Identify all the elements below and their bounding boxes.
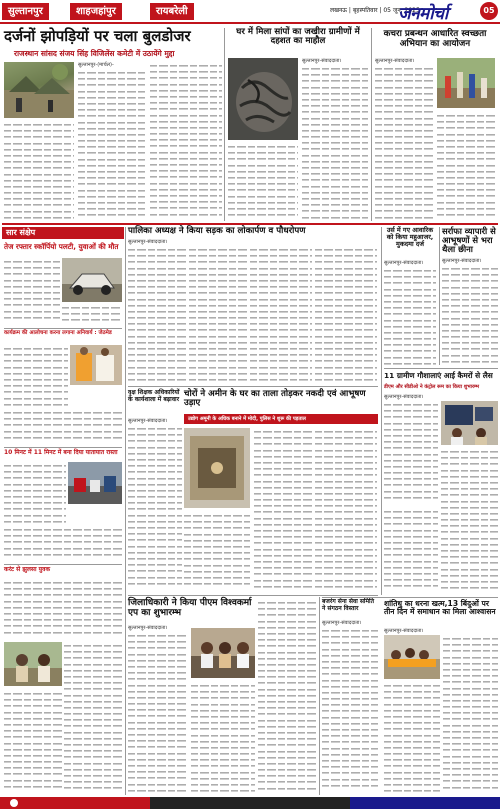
traffic-photo	[68, 462, 122, 504]
palika-body-col4	[315, 246, 377, 384]
cctv-dateline: सुल्तानपुर-संवाददाता।	[384, 394, 424, 400]
city-tab-raebareli[interactable]: रायबरेली	[150, 3, 194, 20]
waste-headline: कचरा प्रबन्धन आधारित स्वच्छता अभियान का आयोजन	[383, 29, 487, 49]
footer-strip	[0, 797, 500, 809]
briefs-scooty-headline: तेज रफ्तार स्कॉर्पियो पलटी, युवाओं की मौत	[4, 242, 119, 251]
snake-dateline: सुल्तानपुर-संवाददाता।	[302, 58, 342, 64]
theft-body-col1	[254, 428, 312, 592]
briefs-extra-body	[64, 642, 122, 792]
app-headline: जिलाधिकारी ने किया पीएम विश्वकर्मा एप का शुभारम्भ	[128, 598, 252, 618]
waste-photo	[437, 58, 495, 108]
cctv-body-col1	[384, 401, 438, 505]
waste-body-col1	[375, 65, 433, 221]
lead-body-col0	[4, 121, 74, 221]
dharna-photo	[384, 635, 440, 679]
brief-divider	[4, 447, 122, 448]
waste-dateline: सुल्तानपुर-संवाददाता।	[375, 58, 415, 64]
snake-body-col1	[228, 143, 298, 221]
training-headline: उर्स में गए आवारिक को किया महुआजर, मुकदमा दर्ज	[386, 226, 434, 249]
section-divider	[2, 223, 498, 225]
theft-subhead: उद्योग अमूनी के अधिक बनाने में मोदी, पुलिस ने शुरू की पड़ताल	[184, 414, 378, 424]
theft-headline: चोरों ने अमीन के घर का ताला तोड़कर नकदी एवं आभूषण उड़ाए	[184, 389, 366, 409]
story-divider	[128, 595, 378, 596]
rescue-body	[322, 627, 378, 794]
dharna-dateline: सुल्तानपुर-संवाददाता।	[384, 628, 424, 634]
column-rule	[125, 227, 126, 795]
city-tab-shahjahanpur[interactable]: शाहजहांपुर	[70, 3, 122, 20]
snake-headline: घर में मिला सांपों का जखीरा ग्रामीणों में दहशत का माहौल	[236, 27, 360, 47]
story-divider	[322, 597, 498, 598]
page-number: 05	[480, 2, 498, 20]
briefs-traffic-body	[4, 462, 66, 524]
jeweler-body	[442, 265, 498, 365]
rescue-dateline: सुल्तानपुर-संवाददाता।	[322, 620, 362, 626]
column-rule	[439, 227, 440, 365]
training-dateline: सुल्तानपुर-संवाददाता।	[384, 260, 424, 266]
briefs-flag-body2	[4, 409, 122, 445]
briefs-snakebite-body	[4, 579, 122, 639]
registration-mark-icon	[10, 799, 18, 807]
cctv-body-col1b	[384, 508, 438, 594]
masthead	[0, 0, 500, 24]
briefs-flag-body	[4, 345, 68, 407]
lead-body-col2	[150, 62, 222, 220]
jeweler-dateline: सुल्तानपुर-संवाददाता।	[442, 258, 482, 264]
dharna-body-col2	[443, 635, 498, 794]
app-body-col1	[128, 632, 188, 794]
cctv-photo	[441, 401, 498, 445]
bio-headline: वृक्ष शिक्षक अधिकारियों के कार्यशाला में बढ़ावार	[128, 389, 180, 403]
lead-body-col1	[78, 69, 146, 219]
accident-caption	[62, 304, 122, 326]
lead-photo	[4, 62, 74, 118]
palika-body-col1	[128, 246, 186, 384]
palika-headline: पालिका अध्यक्ष ने किया सड़क का लोकार्पण व पौधरोपण	[128, 226, 306, 236]
briefs-title: सार संक्षेप	[2, 227, 124, 239]
story-divider	[384, 368, 498, 369]
accident-photo	[62, 258, 122, 302]
briefs-flag-headline: कार्यक्रम की आलोचना करना लगाना अनिवार्य : जेठमेड	[4, 330, 112, 336]
column-rule	[371, 28, 372, 221]
rescue-headline: बजरंग सेना सेवा समिति ने संगठन विस्तार	[322, 598, 375, 612]
palika-dateline: सुल्तानपुर-संवाददाता।	[128, 239, 168, 245]
brief-photo-4	[4, 642, 62, 686]
bio-dateline: सुल्तानपुर-संवाददाता।	[128, 418, 168, 424]
dharna-headline: शांतिधु का धरना खत्म,13 बिंदुओं पर तीन दिन में समाधान का मिला आश्वासन	[384, 599, 496, 617]
app-body-col3	[258, 599, 316, 794]
briefs-scooty-body	[4, 258, 60, 324]
column-rule	[381, 227, 382, 595]
flag-photo	[70, 345, 122, 385]
cctv-body-col2	[441, 448, 498, 594]
briefs-snakebite-headline: करंट से झुलसा युवक	[4, 566, 51, 573]
lead-subhead: राजस्थान सांसद संजय सिंह विजिलेंस कमेटी में उठायेंगे मुद्दा	[14, 49, 175, 58]
theft-body-col0	[184, 512, 250, 592]
theft-body-col2	[315, 428, 377, 592]
briefs-traffic-headline: 10 मिनट में 11 मिनट में बना दिया यातायात रास्ता	[4, 449, 118, 456]
cctv-subhead: डीएम और सीडीओ ने कंट्रोल रूम का किया शुभारम्भ	[384, 384, 480, 390]
brief-divider	[4, 328, 122, 329]
app-body-col2	[191, 682, 255, 794]
story-divider	[128, 386, 378, 387]
training-body	[384, 267, 436, 367]
waste-body-col2	[437, 112, 495, 221]
column-rule	[224, 28, 225, 221]
palika-body-col3	[250, 246, 312, 384]
app-dateline: सुल्तानपुर-संवाददाता।	[128, 625, 168, 631]
briefs-extra-body2	[4, 690, 62, 792]
briefs-traffic-body2	[4, 526, 122, 562]
lead-dateline: सुल्तानपुर-(मार्चल)-	[78, 62, 114, 68]
column-rule	[319, 597, 320, 795]
app-photo	[191, 628, 255, 678]
snake-body-col2	[302, 65, 368, 221]
dharna-body-col1	[384, 682, 440, 794]
issue-date: लखनऊ | बृहस्पतिवार | 05 जून, 2025	[330, 7, 420, 14]
brief-divider	[4, 564, 122, 565]
palika-body-col2	[189, 246, 247, 384]
lead-headline: दर्जनों झोपड़ियों पर चला बुलडोजर	[4, 27, 191, 45]
snake-photo	[228, 58, 298, 140]
theft-photo	[184, 428, 250, 508]
jeweler-headline: सर्राफा व्यापारी से आभूषणों से भरा थैला छीना	[442, 226, 496, 255]
newspaper-logo: जनमोर्चा	[398, 4, 448, 24]
city-tab-sultanpur[interactable]: सुल्तानपुर	[2, 3, 49, 20]
cctv-headline: 11 ग्रामीण गौशालाएं आई कैमरों से लैस	[384, 371, 493, 380]
bio-body	[128, 425, 182, 592]
